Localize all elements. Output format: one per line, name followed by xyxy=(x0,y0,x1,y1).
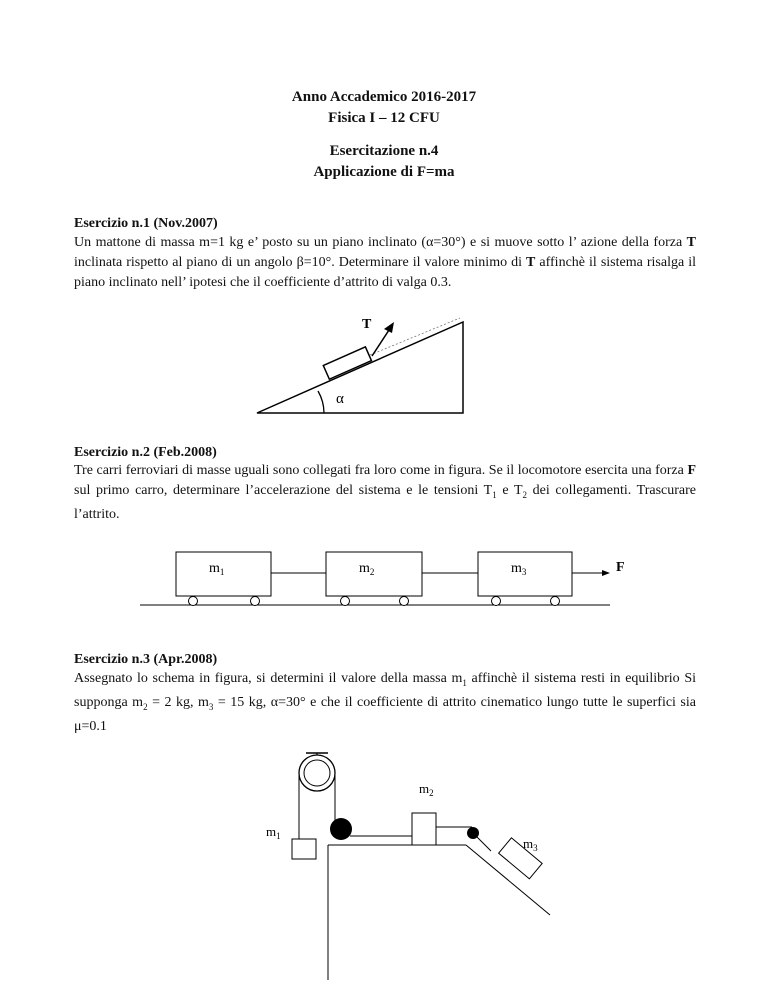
exercise-set-subtitle: Applicazione di F=ma xyxy=(313,164,455,180)
force-arrow xyxy=(372,327,391,356)
exercise-2-text: Tre carri ferroviari di masse uguali sono collegati fra loro come in figura. Se il locomotore esercita una forza F sul primo carro, determinare l’accelerazione del sistema e le tensioni $T_1$ e $T_2$ dei collegamenti. Trascurare l’attrito. xyxy=(74,463,696,522)
car-1-label: $m_1$ xyxy=(209,561,225,577)
car-1 xyxy=(176,552,271,606)
pulley-system-figure xyxy=(250,745,570,985)
exercise-set-title: Esercitazione n.4 xyxy=(329,143,439,159)
m3-label: $m_3$ xyxy=(523,836,538,853)
exercise-3-text: Assegnato lo schema in figura, si determini il valore della massa $m_1$ affinchè il sistema resti in equilibrio Si supponga $m_2 = 2$ kg, $m_3 = 15$ kg, α=30° e che il coefficiente di attrito cinematico lungo tutte le superfici sia μ=0.1 xyxy=(74,671,696,734)
force-label: T xyxy=(362,317,372,332)
angle-arc xyxy=(318,391,324,413)
pulley-inner xyxy=(304,760,330,786)
mass-m2 xyxy=(412,813,436,845)
rope-to-m3 xyxy=(477,837,491,851)
car-3-label: $m_3$ xyxy=(511,561,527,577)
exercise-3-title: Esercizio n.3 (Apr.2008) xyxy=(74,652,218,667)
brick-block xyxy=(323,347,371,379)
force-direction-dashed-line xyxy=(370,318,460,355)
force-arrowhead xyxy=(384,322,394,333)
m2-label: $m_2$ xyxy=(419,781,434,798)
car-2-label: $m_2$ xyxy=(359,561,375,577)
mass-m1 xyxy=(292,839,316,859)
car-3 xyxy=(478,552,572,606)
car-2 xyxy=(326,552,422,606)
exercise-1-title: Esercizio n.1 (Nov.2007) xyxy=(74,216,218,231)
inclined-plane xyxy=(257,322,463,413)
exercise-1-text: Un mattone di massa m=1 kg e’ posto su un piano inclinato (α=30°) e si muove sotto l’ azione della forza T inclinata rispetto al piano di un angolo β=10°. Determinare il valore minimo di T affinchè il sistema risalga il piano inclinato nell’ ipotesi che il coefficiente d’attrito di valga 0.3. xyxy=(74,235,696,290)
course-year: Anno Accademico 2016-2017 xyxy=(291,89,477,105)
exercise-2-title: Esercizio n.2 (Feb.2008) xyxy=(74,445,217,460)
inclined-plane-figure xyxy=(250,305,480,420)
m1-label: $m_1$ xyxy=(266,824,281,841)
course-name: Fisica I – 12 CFU xyxy=(328,110,440,126)
pull-force-arrowhead xyxy=(602,570,610,576)
corner-pulley-ball xyxy=(330,818,352,840)
angle-label: α xyxy=(336,391,344,407)
pull-force-label: F xyxy=(616,560,625,575)
train-cars-figure xyxy=(140,550,630,612)
